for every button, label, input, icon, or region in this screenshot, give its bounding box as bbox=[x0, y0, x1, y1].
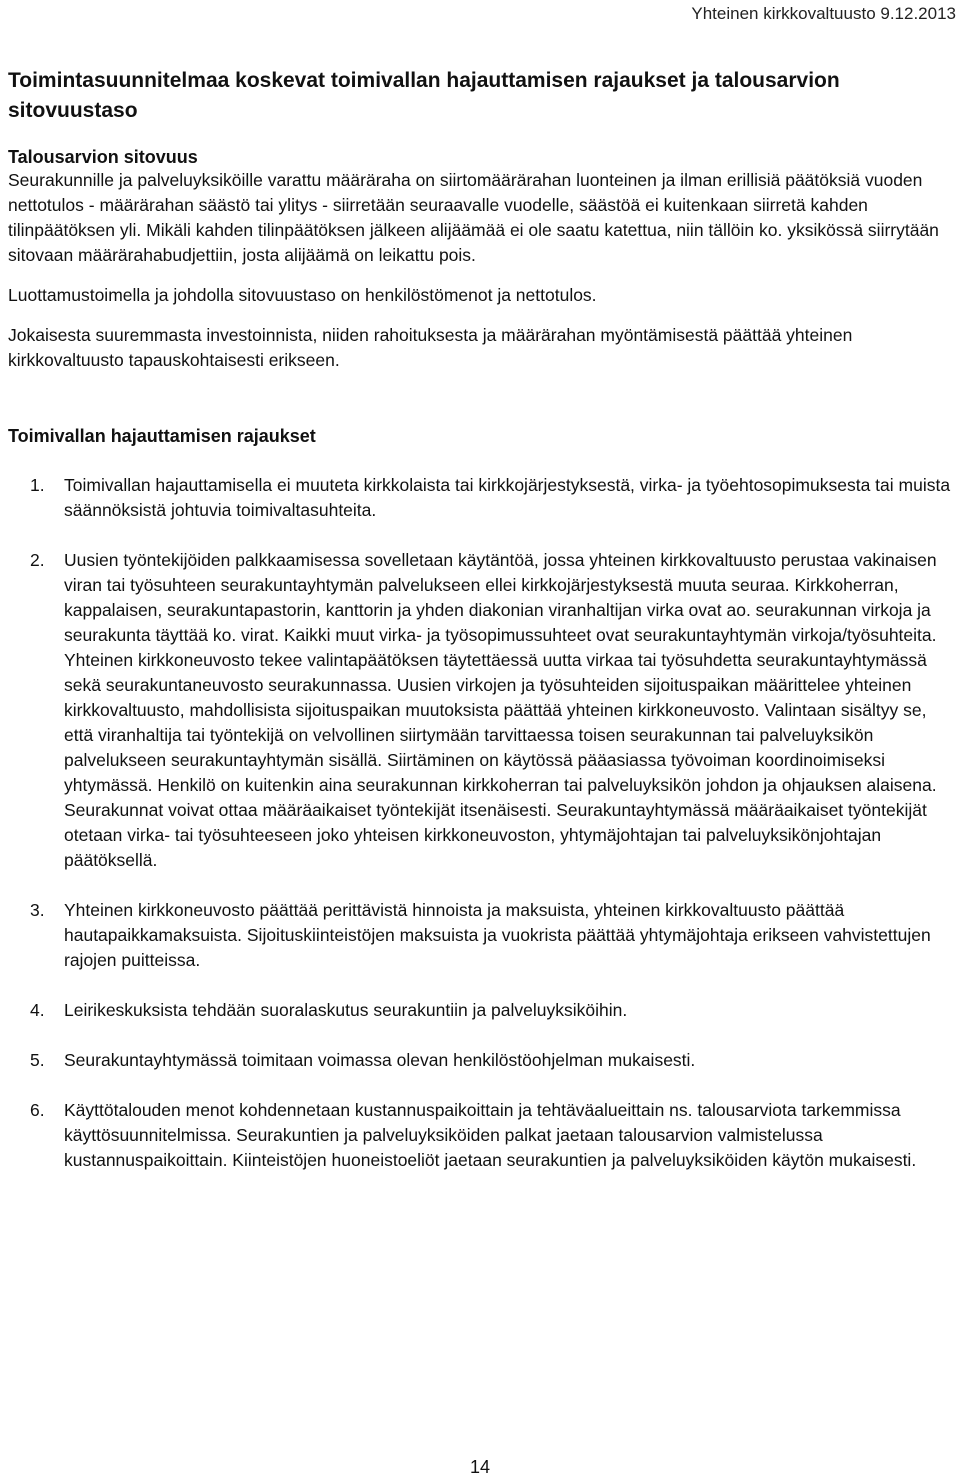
list-item-text: Käyttötalouden menot kohdennetaan kustannuspaikoittain ja tehtäväalueittain ns. talousarviota tarkemmissa käyttösuunnitelmissa. Seurakuntien ja palveluyksiköiden palkat jaetaan talousarvion valmistelussa kustannuspaikoittain. Kiinteistöjen huoneistoeliöt jaetaan seurakuntien ja palveluyksiköiden käytön mukaisesti. bbox=[64, 1100, 917, 1170]
list-item-number: 5. bbox=[30, 1050, 45, 1070]
list-item bbox=[8, 898, 952, 973]
page-header-date: Yhteinen kirkkovaltuusto 9.12.2013 bbox=[691, 4, 956, 23]
list-item-number: 2. bbox=[30, 550, 45, 570]
budget-heading: Talousarvion sitovuus bbox=[8, 147, 198, 167]
list-item-text: Yhteinen kirkkoneuvosto päättää perittävistä hinnoista ja maksuista, yhteinen kirkkovaltuusto päättää hautapaikkamaksuista. Sijoituskiinteistöjen maksuista ja vuokrista päättää yhtymäjohtaja erikseen vahvistettujen rajojen puitteissa. bbox=[64, 900, 931, 970]
investment-paragraph: Jokaisesta suuremmasta investoinnista, niiden rahoituksesta ja määrärahan myöntämisestä päättää yhteinen kirkkovaltuusto tapauskohtaisesti erikseen. bbox=[8, 325, 853, 370]
delegation-heading: Toimivallan hajauttamisen rajaukset bbox=[8, 426, 316, 446]
list-item-text: Seurakuntayhtymässä toimitaan voimassa olevan henkilöstöohjelman mukaisesti. bbox=[64, 1050, 696, 1070]
budget-paragraph: Seurakunnille ja palveluyksiköille varattu määräraha on siirtomäärärahan luonteinen ja ilman erillisiä päätöksiä vuoden nettotulos - määrärahan säästö tai ylitys - siirretään seuraavalle vuodelle, säästöä ei kuitenkaan siirretä kahden tilinpäätöksen yli. Mikäli kahden tilinpäätöksen jälkeen alijäämää ei ole saatu katettua, niin tällöin ko. yksikössä siirrytään sitovaan määrärahabudjettiin, josta alijäämä on leikattu pois. bbox=[8, 170, 939, 265]
list-item bbox=[8, 548, 952, 873]
document-body bbox=[8, 66, 952, 1198]
list-item bbox=[8, 1098, 952, 1173]
page-number: 14 bbox=[469, 1457, 491, 1477]
document-title: Toimintasuunnitelmaa koskevat toimivallan hajauttamisen rajaukset ja talousarvion sitovuustaso bbox=[8, 69, 840, 122]
list-item-number: 6. bbox=[30, 1100, 45, 1120]
list-item-number: 1. bbox=[30, 475, 45, 495]
list-item-text: Leirikeskuksista tehdään suoralaskutus seurakuntiin ja palveluyksiköihin. bbox=[64, 1000, 628, 1020]
delegation-list bbox=[8, 473, 952, 1173]
list-item bbox=[8, 998, 952, 1023]
binding-level-paragraph: Luottamustoimella ja johdolla sitovuustaso on henkilöstömenot ja nettotulos. bbox=[8, 285, 597, 305]
list-item-text: Uusien työntekijöiden palkkaamisessa sovelletaan käytäntöä, jossa yhteinen kirkkovaltuusto perustaa vakinaisen viran tai työsuhteen seurakuntayhtymän palvelukseen ellei kirkkojärjestyksestä muuta seuraa. Kirkkoherran, kappalaisen, seurakuntapastorin, kanttorin ja yhden diakonian viranhaltijan virka ovat ao. seurakunnan virkoja ja seurakunta täyttää ko. virat. Kaikki muut virka- ja työsopimussuhteet ovat seurakuntayhtymän virkoja/työsuhteita. Yhteinen kirkkoneuvosto tekee valintapäätöksen täytettäessä uutta virkaa tai työsuhdetta seurakuntayhtymässä sekä seurakuntaneuvosto seurakunnassa. Uusien virkojen ja työsuhteiden sijoituspaikan määrittelee yhteinen kirkkovaltuusto, mahdollisista sijoituspaikan muutoksista päättää yhteinen kirkkoneuvosto. Valintaan sisältyy se, että viranhaltija tai työntekijä on velvollinen siirtymään tarvittaessa toisen seurakunnan tai palveluyksikön palvelukseen seurakuntayhtymän sisällä. Siirtäminen on käytössä pääasiassa työvoiman koordinoimiseksi yhtymässä. Henkilö on kuitenkin aina seurakunnan kirkkoherran tai palveluyksikön johdon ja ohjauksen alaisena. Seurakunnat voivat ottaa määräaikaiset työntekijät itsenäisesti. Seurakuntayhtymässä määräaikaiset työntekijät otetaan virka- tai työsuhteeseen joko yhteisen kirkkoneuvoston, yhtymäjohtajan tai palveluyksikönjohtajan päätöksellä. bbox=[64, 550, 937, 870]
list-item-number: 3. bbox=[30, 900, 45, 920]
list-item bbox=[8, 1048, 952, 1073]
list-item-number: 4. bbox=[30, 1000, 45, 1020]
list-item-text: Toimivallan hajauttamisella ei muuteta kirkkolaista tai kirkkojärjestyksestä, virka- ja työehtosopimuksesta tai muista säännöksistä johtuvia toimivaltasuhteita. bbox=[64, 475, 951, 520]
list-item bbox=[8, 473, 952, 523]
